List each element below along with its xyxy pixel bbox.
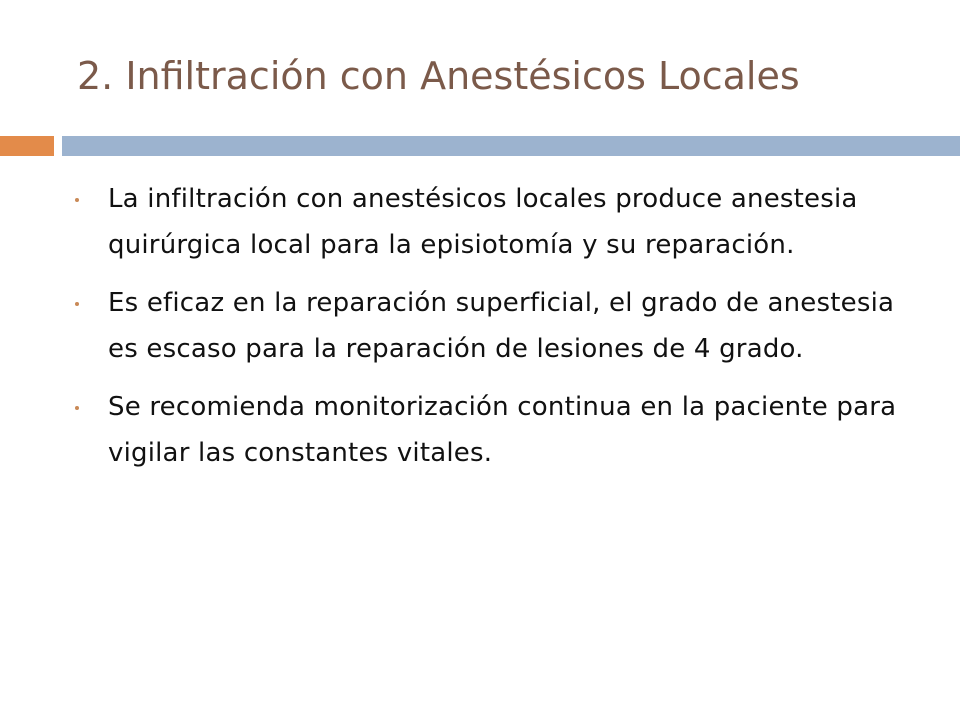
bullet-text: Es eficaz en la reparación superficial, el grado de anestesia es escaso para la reparación de lesiones de 4 grado. [108,288,895,364]
title-accent-band-orange [0,136,54,156]
bullet-item [70,280,910,372]
bullet-item [70,176,910,268]
bullet-text: Se recomienda monitorización continua en la paciente para vigilar las constantes vitales. [108,392,897,468]
title-accent-band-blue [62,136,960,156]
slide-title: 2. Infiltración con Anestésicos Locales [77,54,800,98]
bullet-item [70,384,910,476]
bullet-text: La infiltración con anestésicos locales produce anestesia quirúrgica local para la episiotomía y su reparación. [108,184,858,260]
bullet-dot-icon [75,302,79,306]
bullet-dot-icon [75,198,79,202]
bullet-dot-icon [75,406,79,410]
bullet-list [70,176,910,488]
